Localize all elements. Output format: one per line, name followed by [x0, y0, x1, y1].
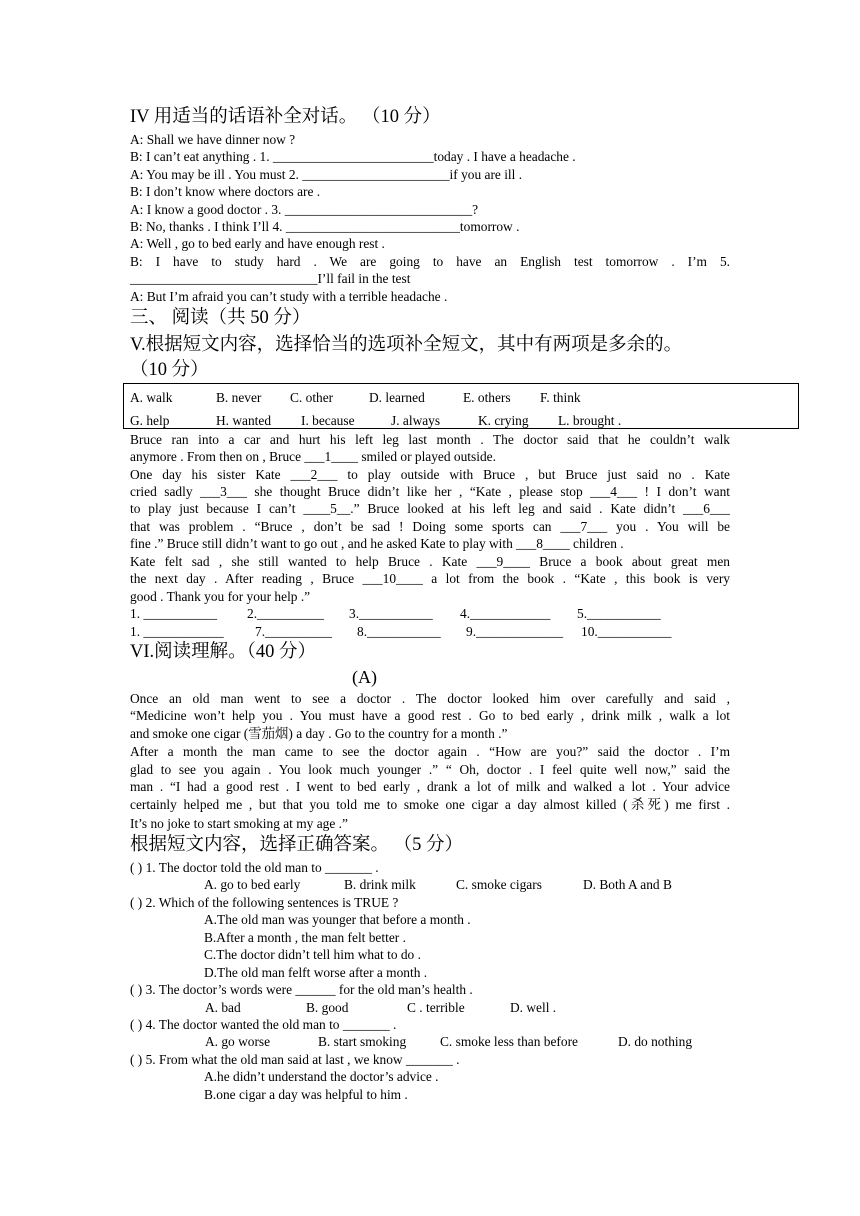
section-title: 三、 阅读（共 50 分）: [130, 308, 311, 328]
word-option: J. always: [391, 413, 441, 428]
word-option: A. walk: [130, 390, 173, 405]
cloze-passage-line: cried sadly ___3___ she thought Bruce didn’t like her , “Kate , please stop ___4___ ! I don’t want: [130, 484, 730, 499]
word-option: K. crying: [478, 413, 529, 428]
cloze-passage-line: good . Thank you for your help .”: [130, 589, 311, 604]
cloze-passage-line: One day his sister Kate ___2___ to play outside with Bruce , but Bruce just said no . Kate: [130, 467, 730, 482]
answer-blank[interactable]: 9._____________: [466, 624, 564, 639]
dialogue-line: A: You may be ill . You must 2. ______________________if you are ill .: [130, 167, 523, 182]
dialogue-line: B: I have to study hard . We are going to have an English test tomorrow . I’m 5.: [130, 254, 730, 269]
cloze-passage-line: anymore . From then on , Bruce ___1____ smiled or played outside.: [130, 449, 496, 464]
answer-blank[interactable]: 8.___________: [357, 624, 441, 639]
word-option: B. never: [216, 390, 262, 405]
choice-option[interactable]: D. do nothing: [618, 1034, 693, 1049]
word-option: I. because: [301, 413, 355, 428]
word-option: F. think: [540, 390, 581, 405]
question-stem: ( ) 1. The doctor told the old man to _______ .: [130, 860, 379, 875]
choice-option[interactable]: A.he didn’t understand the doctor’s advice .: [204, 1069, 439, 1084]
choice-option[interactable]: C. smoke less than before: [440, 1034, 578, 1049]
answer-blank[interactable]: 1. ___________: [130, 606, 218, 621]
dialogue-line: A: Shall we have dinner now ?: [130, 132, 296, 147]
word-option: H. wanted: [216, 413, 272, 428]
word-option: C. other: [290, 390, 334, 405]
reading-title: VI.阅读理解。（40 分）: [130, 642, 317, 662]
dialogue-line: ____________________________I’ll fail in the test: [130, 271, 411, 286]
reading-passage-line: After a month the man came to see the doctor again . “How are you?” said the doctor . I’m: [130, 744, 730, 759]
reading-passage-line: “Medicine won’t help you . You must have a good rest . Go to bed early , drink milk , walk a lot: [130, 708, 730, 723]
reading-passage-line: man . “I had a good rest . I went to bed early , drank a lot of milk and walked a lot . Your advice: [130, 779, 730, 794]
word-option: G. help: [130, 413, 170, 428]
answer-blank[interactable]: 2.__________: [247, 606, 324, 621]
choice-option[interactable]: C.The doctor didn’t tell him what to do .: [204, 947, 421, 962]
choice-option[interactable]: D. Both A and B: [583, 877, 672, 892]
choice-option[interactable]: C . terrible: [407, 1000, 465, 1015]
dialogue-line: B: No, thanks . I think I’ll 4. __________________________tomorrow .: [130, 219, 520, 234]
question-instruction: 根据短文内容，选择正确答案。 （5 分）: [130, 835, 464, 855]
cloze-score: （10 分）: [130, 360, 209, 380]
dialogue-title: IV 用适当的话语补全对话。 （10 分）: [130, 107, 441, 127]
choice-option[interactable]: A. bad: [205, 1000, 241, 1015]
cloze-passage-line: to play just because I can’t ____5__.” Bruce looked at his left leg and said . Kate didn’t ___6___: [130, 501, 730, 516]
dialogue-line: B: I don’t know where doctors are .: [130, 184, 321, 199]
answer-blank[interactable]: 10.___________: [581, 624, 672, 639]
choice-option[interactable]: B. good: [306, 1000, 349, 1015]
answer-blank[interactable]: 1. ____________: [130, 624, 224, 639]
choice-option[interactable]: A.The old man was younger that before a month .: [204, 912, 471, 927]
word-option: E. others: [463, 390, 511, 405]
reading-passage-line: certainly helped me , but that you told me to smoke one cigar a day almost killed (杀死) me first .: [130, 797, 730, 812]
answer-blank[interactable]: 5.___________: [577, 606, 661, 621]
choice-option[interactable]: C. smoke cigars: [456, 877, 542, 892]
answer-blank[interactable]: 3.___________: [349, 606, 433, 621]
passage-label: (A): [352, 667, 377, 687]
answer-blank[interactable]: 7.__________: [255, 624, 332, 639]
answer-blank[interactable]: 4.____________: [460, 606, 551, 621]
choice-option[interactable]: D. well .: [510, 1000, 557, 1015]
choice-option[interactable]: B. start smoking: [318, 1034, 407, 1049]
dialogue-line: A: But I’m afraid you can’t study with a terrible headache .: [130, 289, 448, 304]
cloze-passage-line: that was problem . “Bruce , don’t be sad ! Doing some sports can ___7___ you . You will be: [130, 519, 730, 534]
cloze-passage-line: fine .” Bruce still didn’t want to go out , and he asked Kate to play with ___8____ children .: [130, 536, 624, 551]
cloze-passage-line: the next day . After reading , Bruce ___10____ a lot from the book . “Kate , this book is very: [130, 571, 730, 586]
question-stem: ( ) 2. Which of the following sentences is TRUE ?: [130, 895, 399, 910]
choice-option[interactable]: B.one cigar a day was helpful to him .: [204, 1087, 408, 1102]
cloze-passage-line: Kate felt sad , she still wanted to help Bruce . Kate ___9____ Bruce a book about great men: [130, 554, 730, 569]
choice-option[interactable]: A. go to bed early: [204, 877, 301, 892]
choice-option[interactable]: D.The old man felft worse after a month .: [204, 965, 428, 980]
choice-option[interactable]: A. go worse: [205, 1034, 271, 1049]
reading-passage-line: glad to see you again . You look much younger .” “ Oh, doctor . I feel quite well now,” said the: [130, 762, 730, 777]
choice-option[interactable]: B. drink milk: [344, 877, 416, 892]
cloze-passage-line: Bruce ran into a car and hurt his left leg last month . The doctor said that he couldn’t walk: [130, 432, 730, 447]
dialogue-line: B: I can’t eat anything . 1. ________________________today . I have a headache .: [130, 149, 576, 164]
question-stem: ( ) 3. The doctor’s words were ______ for the old man’s health .: [130, 982, 473, 997]
dialogue-line: A: I know a good doctor . 3. ____________________________?: [130, 202, 479, 217]
word-option: D. learned: [369, 390, 425, 405]
cloze-title: V.根据短文内容，选择恰当的选项补全短文，其中有两项是多余的。: [130, 335, 683, 355]
reading-passage-line: and smoke one cigar (雪茄烟) a day . Go to the country for a month .”: [130, 726, 508, 741]
reading-passage-line: Once an old man went to see a doctor . The doctor looked him over carefully and said ,: [130, 691, 730, 706]
reading-passage-line: It’s no joke to start smoking at my age .”: [130, 816, 348, 831]
question-stem: ( ) 4. The doctor wanted the old man to _______ .: [130, 1017, 397, 1032]
word-option: L. brought .: [558, 413, 622, 428]
question-stem: ( ) 5. From what the old man said at last , we know _______ .: [130, 1052, 460, 1067]
choice-option[interactable]: B.After a month , the man felt better .: [204, 930, 406, 945]
dialogue-line: A: Well , go to bed early and have enough rest .: [130, 236, 385, 251]
